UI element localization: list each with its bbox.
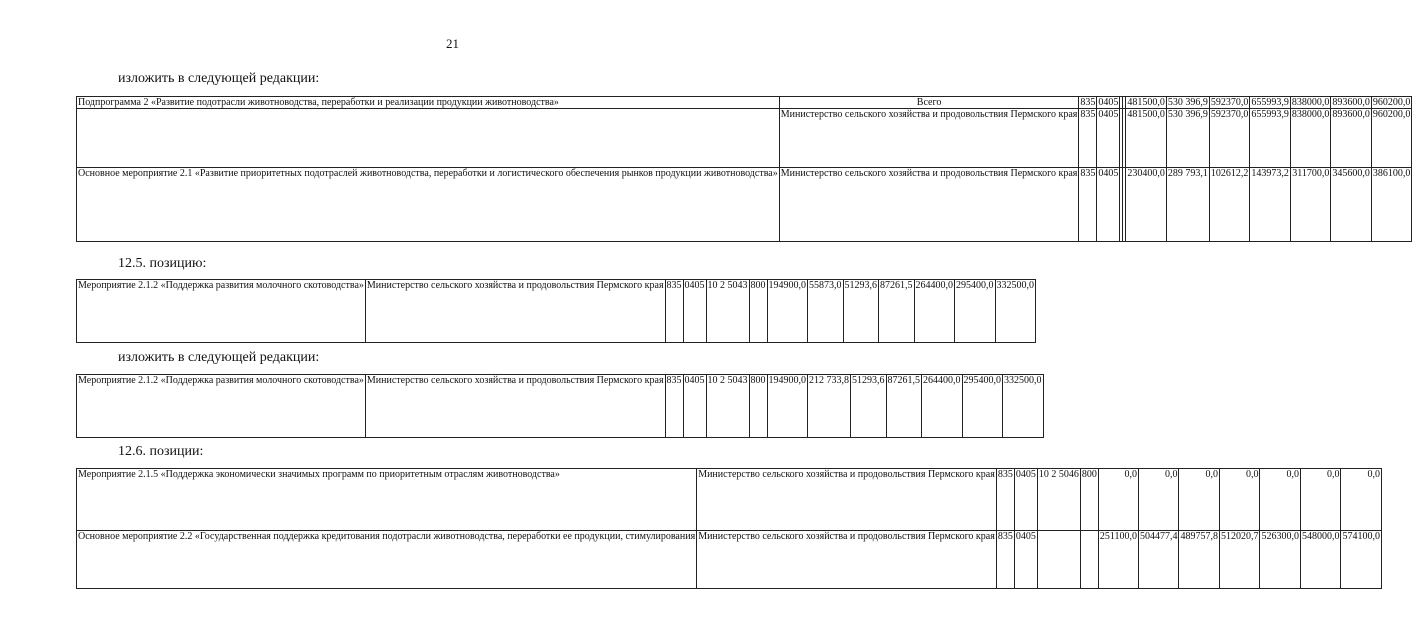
cell-value: 548000,0 xyxy=(1300,531,1341,589)
cell-executor: Министерство сельского хозяйства и продовольствия Пермского края xyxy=(365,280,665,343)
cell-rzpr: 0405 xyxy=(1097,109,1120,168)
cell-vr: 800 xyxy=(749,280,767,343)
cell-csr xyxy=(1037,531,1080,589)
table-row xyxy=(77,109,1412,168)
cell-rzpr: 0405 xyxy=(1097,168,1120,242)
cell-value: 194900,0 xyxy=(767,375,808,438)
cell-value: 481500,0 xyxy=(1127,97,1165,108)
cell-executor: Министерство сельского хозяйства и продовольствия Пермского края xyxy=(365,375,665,438)
cell-value: 0,0 xyxy=(1098,469,1138,531)
table-row xyxy=(77,531,1382,589)
cell-grbs: 835 xyxy=(996,531,1014,589)
table-row xyxy=(77,280,1036,343)
cell-rzpr: 0405 xyxy=(683,280,706,343)
table-row xyxy=(77,375,1044,438)
table-positions-12-6 xyxy=(76,468,1382,589)
table-row xyxy=(77,97,1412,109)
cell-value: 289 793,1 xyxy=(1166,168,1209,242)
cell-value: 960200,0 xyxy=(1371,109,1412,168)
cell-value: 0,0 xyxy=(1300,469,1341,531)
cell-value: 0,0 xyxy=(1179,469,1220,531)
table-row xyxy=(77,168,1412,242)
cell-csr: 10 2 5043 xyxy=(706,280,749,343)
cell-grbs: 835 xyxy=(665,280,683,343)
cell-rzpr: 0405 xyxy=(1014,469,1037,531)
cell-value: 0,0 xyxy=(1219,469,1260,531)
cell-value: 489757,8 xyxy=(1179,531,1220,589)
cell-value: 655993,9 xyxy=(1251,97,1289,108)
cell-name: Основное мероприятие 2.2 «Государственная поддержка кредитования подотрасли животноводства, переработки ее продукции, стимулирования xyxy=(77,531,697,589)
cell-value: 838000,0 xyxy=(1291,97,1330,108)
table-row xyxy=(77,469,1382,531)
heading-new-edition-1: изложить в следующей редакции: xyxy=(118,71,320,86)
cell-value: 838000,0 xyxy=(1290,109,1331,168)
cell-vr: 800 xyxy=(749,375,767,438)
cell-value: 51293,6 xyxy=(851,375,887,438)
table-measure-2-1-2-new xyxy=(76,374,1044,438)
cell-value: 526300,0 xyxy=(1260,531,1301,589)
cell-name xyxy=(77,109,780,168)
cell-value: 512020,7 xyxy=(1219,531,1260,589)
cell-name: Подпрограмма 2 «Развитие подотрасли животноводства, переработки и реализации продукции животноводства» xyxy=(77,97,780,109)
cell-executor: Всего xyxy=(779,97,1079,109)
cell-value: 264400,0 xyxy=(914,280,955,343)
cell-vr: 800 xyxy=(1080,469,1098,531)
cell-value: 51293,6 xyxy=(843,280,879,343)
cell-value: 295400,0 xyxy=(962,375,1003,438)
cell-value: 87261,5 xyxy=(879,280,915,343)
cell-value: 592370,0 xyxy=(1209,109,1250,168)
cell-value: 251100,0 xyxy=(1098,531,1138,589)
cell-value: 230400,0 xyxy=(1126,168,1167,242)
cell-csr: 10 2 5043 xyxy=(706,375,749,438)
cell-value: 592370,0 xyxy=(1210,97,1249,108)
cell-rzpr: 0405 xyxy=(1014,531,1037,589)
cell-value: 332500,0 xyxy=(1003,375,1044,438)
cell-value: 655993,9 xyxy=(1250,109,1291,168)
cell-value: 530 396,9 xyxy=(1166,109,1209,168)
cell-name: Мероприятие 2.1.5 «Поддержка экономически значимых программ по приоритетным отраслям животноводства» xyxy=(77,469,697,531)
cell-value: 0,0 xyxy=(1341,469,1382,531)
cell-value: 194900,0 xyxy=(767,280,808,343)
cell-executor: Министерство сельского хозяйства и продовольствия Пермского края xyxy=(779,168,1079,242)
cell-value: 87261,5 xyxy=(886,375,922,438)
cell-value: 264400,0 xyxy=(922,375,963,438)
heading-positions-12-6: 12.6. позиции: xyxy=(118,444,204,459)
cell-value: 345600,0 xyxy=(1331,168,1372,242)
heading-new-edition-2: изложить в следующей редакции: xyxy=(118,350,320,365)
cell-value: 102612,2 xyxy=(1209,168,1250,242)
cell-value: 481500,0 xyxy=(1126,109,1167,168)
cell-value: 574100,0 xyxy=(1341,531,1382,589)
table-measure-2-1-2-old xyxy=(76,279,1036,343)
cell-value: 893600,0 xyxy=(1332,97,1370,108)
cell-value: 55873,0 xyxy=(808,280,844,343)
cell-rzpr: 0405 xyxy=(1098,97,1119,108)
cell-value: 143973,2 xyxy=(1250,168,1291,242)
cell-executor: Министерство сельского хозяйства и продовольствия Пермского края xyxy=(779,109,1079,168)
cell-executor: Министерство сельского хозяйства и продовольствия Пермского края xyxy=(697,469,997,531)
cell-value: 212 733,8 xyxy=(808,375,851,438)
cell-name: Мероприятие 2.1.2 «Поддержка развития молочного скотоводства» xyxy=(77,375,366,438)
page-number: 21 xyxy=(446,36,459,51)
cell-grbs: 835 xyxy=(996,469,1014,531)
cell-value: 295400,0 xyxy=(955,280,996,343)
cell-value: 504477,4 xyxy=(1138,531,1179,589)
cell-grbs: 835 xyxy=(1080,97,1096,108)
heading-position-12-5: 12.5. позицию: xyxy=(118,256,207,271)
cell-csr: 10 2 5046 xyxy=(1037,469,1080,531)
cell-name: Мероприятие 2.1.2 «Поддержка развития молочного скотоводства» xyxy=(77,280,366,343)
cell-grbs: 835 xyxy=(1079,109,1097,168)
table-subprogram-2 xyxy=(76,96,1412,242)
cell-vr xyxy=(1080,531,1098,589)
cell-name: Основное мероприятие 2.1 «Развитие приоритетных подотраслей животноводства, переработки и логистического обеспечения рынков продукции животноводства» xyxy=(77,168,780,242)
cell-value: 332500,0 xyxy=(995,280,1036,343)
cell-executor: Министерство сельского хозяйства и продовольствия Пермского края xyxy=(697,531,997,589)
cell-grbs: 835 xyxy=(665,375,683,438)
cell-value: 530 396,9 xyxy=(1167,97,1208,108)
cell-value: 311700,0 xyxy=(1290,168,1331,242)
cell-value: 0,0 xyxy=(1260,469,1301,531)
cell-grbs: 835 xyxy=(1079,168,1097,242)
cell-value: 893600,0 xyxy=(1331,109,1372,168)
cell-value: 0,0 xyxy=(1138,469,1179,531)
cell-value: 960200,0 xyxy=(1372,97,1411,108)
cell-value: 386100,0 xyxy=(1371,168,1412,242)
cell-rzpr: 0405 xyxy=(683,375,706,438)
